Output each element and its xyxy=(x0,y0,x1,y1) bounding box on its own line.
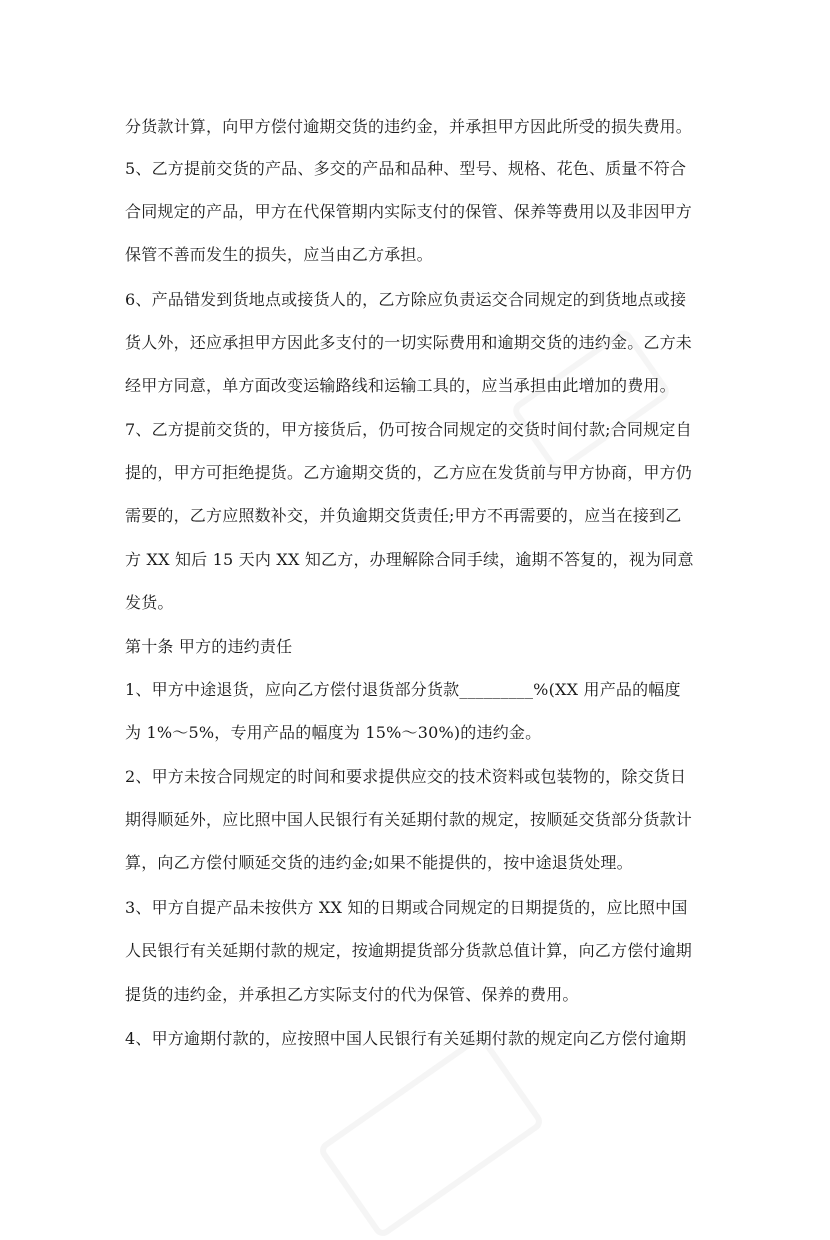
text-line: 货人外，还应承担甲方因此多支付的一切实际费用和逾期交货的违约金。乙方未 xyxy=(125,333,693,352)
text-line: 需要的，乙方应照数补交，并负逾期交货责任;甲方不再需要的，应当在接到乙 xyxy=(125,506,682,525)
text-line: 提的，甲方可拒绝提货。乙方逾期交货的，乙方应在发货前与甲方协商，甲方仍 xyxy=(125,463,693,482)
text-line: 2、甲方未按合同规定的时间和要求提供应交的技术资料或包装物的，除交货日 xyxy=(125,767,687,786)
text-line: 算，向乙方偿付顺延交货的违约金;如果不能提供的，按中途退货处理。 xyxy=(125,853,633,872)
text-line: 5、乙方提前交货的产品、多交的产品和品种、型号、规格、花色、质量不符合 xyxy=(125,159,687,178)
text-line: 3、甲方自提产品未按供方 XX 知的日期或合同规定的日期提货的，应比照中国 xyxy=(125,898,688,917)
text-line: 期得顺延外，应比照中国人民银行有关延期付款的规定，按顺延交货部分货款计 xyxy=(125,810,693,829)
text-line: 6、产品错发到货地点或接货人的，乙方除应负责运交合同规定的到货地点或接 xyxy=(125,290,687,309)
text-line: 人民银行有关延期付款的规定，按逾期提货部分货款总值计算，向乙方偿付逾期 xyxy=(125,941,693,960)
text-line: 为 1%～5%，专用产品的幅度为 15%～30%)的违约金。 xyxy=(125,723,542,742)
text-line: 合同规定的产品，甲方在代保管期内实际支付的保管、保养等费用以及非因甲方 xyxy=(125,202,693,221)
text-line: 提货的违约金，并承担乙方实际支付的代为保管、保养的费用。 xyxy=(125,985,579,1004)
watermark-stamp xyxy=(316,1032,546,1240)
text-line: 分货款计算，向甲方偿付逾期交货的违约金，并承担甲方因此所受的损失费用。 xyxy=(125,117,693,136)
text-line: 4、甲方逾期付款的，应按照中国人民银行有关延期付款的规定向乙方偿付逾期 xyxy=(125,1029,687,1048)
text-line: 保管不善而发生的损失，应当由乙方承担。 xyxy=(125,245,433,264)
text-line: 7、乙方提前交货的，甲方接货后，仍可按合同规定的交货时间付款;合同规定自 xyxy=(125,420,692,439)
text-line: 1、甲方中途退货，应向乙方偿付退货部分货款_________%(XX 用产品的幅度 xyxy=(125,680,681,699)
text-line: 发货。 xyxy=(125,593,174,612)
text-line: 经甲方同意，单方面改变运输路线和运输工具的，应当承担由此增加的费用。 xyxy=(125,376,676,395)
section-heading: 第十条 甲方的违约责任 xyxy=(125,637,293,656)
text-line: 方 XX 知后 15 天内 XX 知乙方，办理解除合同手续，逾期不答复的，视为同意 xyxy=(125,550,694,569)
